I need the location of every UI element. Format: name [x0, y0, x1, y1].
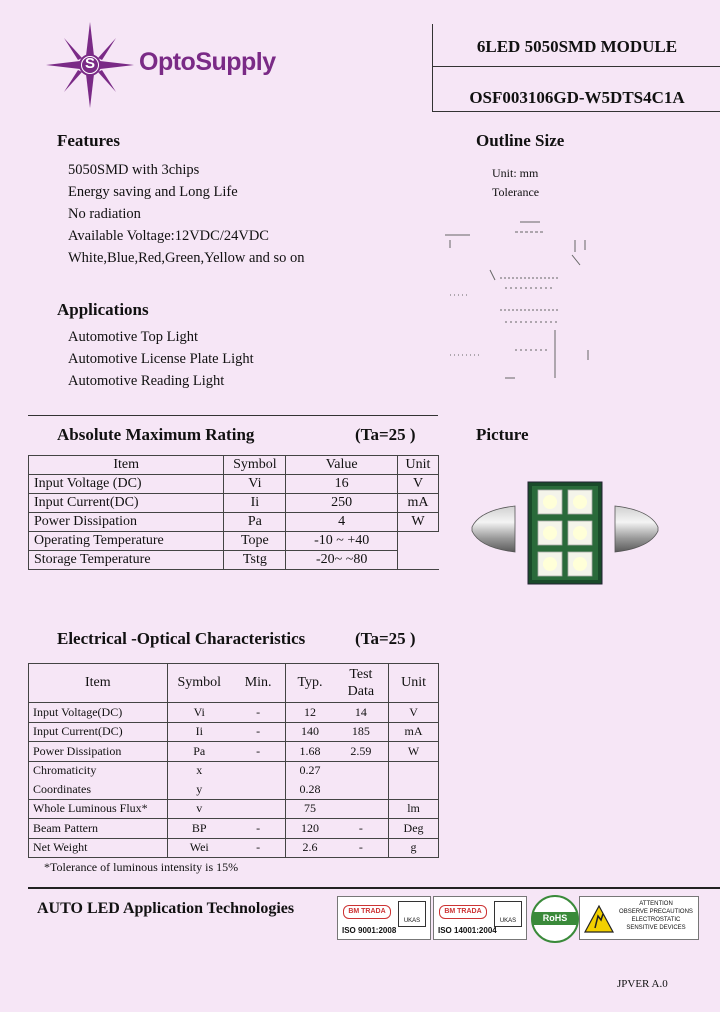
- attention-line: OBSERVE PRECAUTIONS: [619, 909, 693, 915]
- table-row: [29, 551, 439, 570]
- cell-item: Storage Temperature: [29, 551, 224, 570]
- list-item: 5050SMD with 3chips: [68, 162, 200, 178]
- cell-item: Input Voltage(DC): [29, 703, 168, 723]
- cell-unit: [389, 780, 439, 799]
- iso14001-label: ISO 14001:2004: [438, 926, 497, 935]
- cell-test-data: 2.59: [334, 742, 389, 762]
- applications-list: [68, 329, 254, 395]
- eo-condition: (Ta=25 ): [355, 629, 416, 648]
- cell-value: 16: [286, 475, 398, 494]
- cell-item: Operating Temperature: [29, 532, 224, 551]
- title-box: [432, 24, 720, 112]
- cell-typ: 0.28: [299, 781, 321, 796]
- bm-trada-logo: BM TRADA: [439, 905, 487, 919]
- cell-symbol: Tope: [224, 532, 286, 551]
- esd-attention-badge: [579, 896, 699, 940]
- table-row: [29, 722, 439, 742]
- abs-max-table: [28, 455, 439, 570]
- table-row: [29, 819, 439, 839]
- table-row: [29, 838, 439, 858]
- cell-min: -: [231, 703, 286, 723]
- attention-line: ELECTROSTATIC: [631, 917, 681, 923]
- table-row: [29, 761, 439, 780]
- cell-item: Whole Luminous Flux*: [29, 799, 168, 819]
- table-row: [29, 513, 439, 532]
- cell-test-data: [334, 780, 389, 799]
- cell-min: [231, 780, 286, 799]
- cell-symbol: BP: [191, 820, 207, 835]
- cell-test-data: -: [334, 819, 389, 839]
- attention-line: ATTENTION: [639, 901, 673, 907]
- outline-unit: Unit: mm: [492, 166, 539, 180]
- cell-typ: 0.27: [299, 763, 321, 778]
- cell-symbol: Vi: [193, 704, 205, 719]
- cell-test-data: -: [334, 838, 389, 858]
- outline-drawing: [440, 210, 610, 385]
- cell-unit: V: [409, 704, 418, 719]
- header-test-data: Test Data: [334, 664, 389, 703]
- cell-unit: [389, 761, 439, 780]
- header-item: Item: [29, 456, 224, 475]
- company-name: AUTO LED Application Technologies: [37, 900, 295, 917]
- version-label: JPVER A.0: [617, 978, 668, 990]
- cell-min: -: [231, 742, 286, 762]
- cell-unit: W: [407, 743, 420, 758]
- cell-typ: 120: [301, 820, 319, 835]
- table-row: [29, 799, 439, 819]
- cell-item: Coordinates: [29, 780, 168, 799]
- footer-divider: [28, 887, 720, 889]
- product-picture: [470, 470, 660, 600]
- logo: [42, 20, 302, 110]
- attention-line: SENSITIVE DEVICES: [626, 925, 686, 931]
- cell-value: 250: [286, 494, 398, 513]
- cell-symbol: Tstg: [224, 551, 286, 570]
- cell-unit: lm: [407, 801, 420, 816]
- section-divider: [28, 415, 438, 416]
- cell-item: Net Weight: [29, 838, 168, 858]
- part-number: OSF003106GD-W5DTS4C1A: [469, 88, 685, 107]
- cell-test-data: 185: [334, 722, 389, 742]
- cell-unit: W: [398, 513, 439, 532]
- eo-heading: Electrical -Optical Characteristics: [57, 629, 306, 648]
- eo-table: [28, 663, 439, 858]
- esd-warning-icon: [583, 904, 615, 934]
- cell-typ: 140: [301, 724, 319, 739]
- cell-unit: V: [398, 475, 439, 494]
- cell-value: 4: [286, 513, 398, 532]
- rohs-badge: [531, 895, 579, 943]
- picture-heading: Picture: [476, 425, 529, 444]
- eo-note: *Tolerance of luminous intensity is 15%: [44, 860, 239, 874]
- abs-max-condition: (Ta=25 ): [355, 425, 416, 444]
- header-min: Min.: [231, 664, 286, 703]
- list-item: Available Voltage:12VDC/24VDC: [68, 228, 269, 244]
- cell-test-data: [334, 761, 389, 780]
- header-unit: Unit: [401, 675, 426, 690]
- cell-unit: Deg: [403, 820, 424, 835]
- cell-typ: 2.6: [302, 840, 318, 855]
- cell-typ: 75: [304, 801, 316, 816]
- cell-unit: mA: [404, 724, 423, 739]
- brand-name: OptoSupply: [139, 48, 276, 76]
- cell-min: [231, 761, 286, 780]
- cell-item: Input Current(DC): [29, 722, 168, 742]
- logo-mark: S: [85, 55, 96, 72]
- cell-item: Beam Pattern: [29, 819, 168, 839]
- cell-min: -: [231, 838, 286, 858]
- cell-item: Input Voltage (DC): [29, 475, 224, 494]
- cell-symbol: Pa: [193, 743, 206, 758]
- rohs-label: RoHS: [533, 912, 577, 925]
- table-header-row: [29, 456, 439, 475]
- cell-symbol: Ii: [195, 724, 203, 739]
- list-item: Automotive Top Light: [68, 329, 199, 345]
- cell-symbol: Vi: [224, 475, 286, 494]
- header-unit: Unit: [398, 456, 439, 475]
- cell-unit: mA: [398, 494, 439, 513]
- title-bottom-line: [433, 111, 720, 112]
- features-list: [68, 162, 305, 272]
- header-typ: Typ.: [297, 675, 323, 690]
- cell-unit: g: [410, 840, 417, 855]
- cell-item: Chromaticity: [29, 761, 168, 780]
- cell-symbol: Ii: [224, 494, 286, 513]
- cell-min: [231, 799, 286, 819]
- list-item: White,Blue,Red,Green,Yellow and so on: [68, 250, 305, 266]
- table-row: [29, 475, 439, 494]
- cell-symbol: y: [196, 781, 203, 796]
- ukas-logo: UKAS: [398, 901, 426, 927]
- header-symbol: Symbol: [224, 456, 286, 475]
- cell-item: Power Dissipation: [29, 742, 168, 762]
- cell-test-data: 14: [334, 703, 389, 723]
- outline-heading: Outline Size: [476, 131, 565, 150]
- cell-value: -10 ~ +40: [286, 532, 398, 551]
- cell-min: -: [231, 819, 286, 839]
- bm-trada-logo: BM TRADA: [343, 905, 391, 919]
- ukas-logo: UKAS: [494, 901, 522, 927]
- cell-min: -: [231, 722, 286, 742]
- iso9001-label: ISO 9001:2008: [342, 926, 397, 935]
- cell-symbol: Wei: [189, 840, 209, 855]
- table-row: [29, 494, 439, 513]
- cell-test-data: [334, 799, 389, 819]
- abs-max-heading: Absolute Maximum Rating: [57, 425, 255, 444]
- applications-heading: Applications: [57, 300, 149, 319]
- table-header-row: [29, 664, 439, 703]
- cell-unit: [398, 532, 439, 551]
- title-divider: [433, 66, 720, 67]
- outline-tolerance: Tolerance: [492, 185, 540, 199]
- table-row: [29, 703, 439, 723]
- header-item: Item: [29, 664, 168, 703]
- list-item: Automotive License Plate Light: [68, 351, 254, 367]
- list-item: Energy saving and Long Life: [68, 184, 238, 200]
- table-row: [29, 742, 439, 762]
- attention-text: [618, 900, 694, 932]
- cell-unit: [398, 551, 439, 570]
- table-row: [29, 532, 439, 551]
- cell-item: Power Dissipation: [29, 513, 224, 532]
- list-item: No radiation: [68, 206, 141, 222]
- cell-typ: 12: [304, 704, 316, 719]
- table-row: [29, 780, 439, 799]
- cell-typ: 1.68: [299, 743, 321, 758]
- cell-item: Input Current(DC): [29, 494, 224, 513]
- iso14001-badge: [433, 896, 527, 940]
- cell-symbol: v: [196, 801, 203, 816]
- list-item: Automotive Reading Light: [68, 373, 225, 389]
- cell-symbol: Pa: [224, 513, 286, 532]
- header-symbol: Symbol: [177, 675, 222, 690]
- product-title: 6LED 5050SMD MODULE: [476, 37, 678, 56]
- header-value: Value: [286, 456, 398, 475]
- iso9001-badge: [337, 896, 431, 940]
- cell-value: -20~ ~80: [286, 551, 398, 570]
- features-heading: Features: [57, 131, 120, 150]
- cell-symbol: x: [196, 763, 203, 778]
